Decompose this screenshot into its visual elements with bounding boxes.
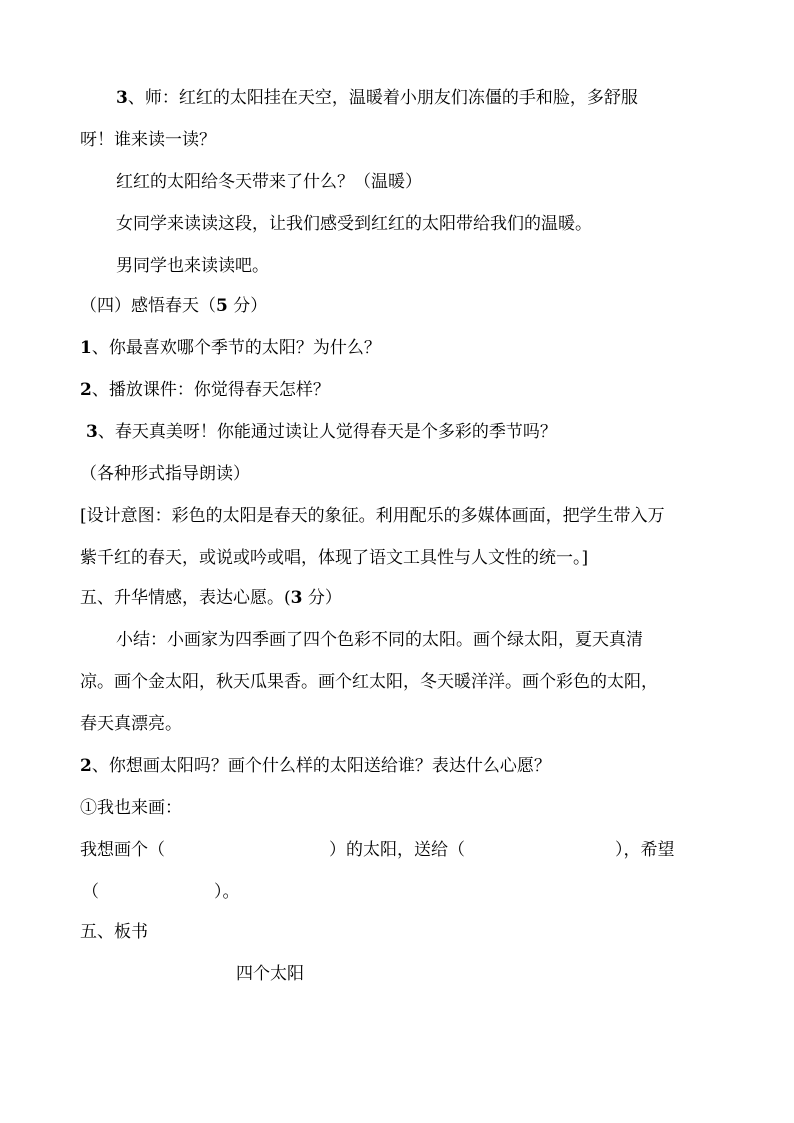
line-text: 、播放课件：你觉得春天怎样？ bbox=[91, 380, 330, 400]
line-tail: 分） bbox=[302, 588, 342, 608]
line-10 bbox=[80, 462, 250, 486]
line-8 bbox=[80, 378, 330, 402]
line-text: 四个太阳 bbox=[236, 964, 304, 984]
line-4 bbox=[116, 212, 592, 236]
fill-blank-line bbox=[80, 838, 675, 862]
item-number: 2 bbox=[80, 380, 92, 400]
line-text: 、师：红红的太阳挂在天空，温暖着小朋友们冻僵的手和脸，多舒服 bbox=[127, 88, 638, 108]
line-text: 五、板书 bbox=[80, 922, 148, 942]
line-text-2: ）的太阳，送给（ bbox=[329, 840, 465, 860]
line-tail: 分） bbox=[227, 296, 268, 316]
line-17 bbox=[80, 754, 551, 778]
line-text: 、春天真美呀！你能通过读让人觉得春天是个多彩的季节吗？ bbox=[97, 422, 557, 442]
line-text-3: ），希望 bbox=[615, 840, 675, 860]
line-3 bbox=[116, 170, 422, 194]
line-text: 小结：小画家为四季画了四个色彩不同的太阳。画个绿太阳，夏天真清 bbox=[116, 630, 643, 650]
item-number: 3 bbox=[116, 88, 128, 108]
line-text: 呀！谁来读一读？ bbox=[80, 130, 216, 150]
line-9 bbox=[86, 420, 557, 444]
line-text: 男同学也来读读吧。 bbox=[116, 256, 269, 276]
line-18 bbox=[80, 796, 182, 820]
line-text: 女同学来读读这段，让我们感受到红红的太阳带给我们的温暖。 bbox=[116, 214, 592, 234]
line-5 bbox=[116, 254, 269, 278]
line-text: 凉。画个金太阳，秋天瓜果香。画个红太阳，冬天暖洋洋。画个彩色的太阳， bbox=[80, 672, 658, 692]
item-number: 3 bbox=[86, 422, 98, 442]
line-text: 春天真漂亮。 bbox=[80, 714, 182, 734]
score-number: 3 bbox=[290, 588, 303, 608]
summary-line-3 bbox=[80, 712, 182, 736]
fill-blank-line-2 bbox=[82, 880, 240, 904]
line-text: （ bbox=[82, 882, 99, 902]
summary-line-1 bbox=[116, 628, 643, 652]
design-intent-line-1 bbox=[80, 504, 665, 528]
line-text: 红红的太阳给冬天带来了什么？（温暖） bbox=[116, 172, 422, 192]
design-intent-line-2 bbox=[80, 546, 588, 570]
line-text: 、你最喜欢哪个季节的太阳？为什么？ bbox=[91, 338, 381, 358]
line-text: 我想画个（ bbox=[80, 840, 165, 860]
section-heading-5 bbox=[80, 586, 342, 610]
line-tail: ）。 bbox=[214, 882, 240, 902]
board-title bbox=[236, 962, 304, 986]
line-text: [设计意图：彩色的太阳是春天的象征。利用配乐的多媒体画面，把学生带入万 bbox=[80, 506, 665, 526]
section-heading-board bbox=[80, 920, 148, 944]
line-2 bbox=[80, 128, 216, 152]
score-number: 5 bbox=[216, 296, 228, 316]
line-text: ①我也来画： bbox=[80, 798, 182, 818]
line-7 bbox=[80, 336, 381, 360]
line-1 bbox=[116, 86, 638, 110]
summary-line-2 bbox=[80, 670, 658, 694]
item-number: 2 bbox=[80, 756, 92, 776]
line-text: （四）感悟春天（ bbox=[80, 296, 216, 316]
line-text: 紫千红的春天，或说或吟或唱，体现了语文工具性与人文性的统一。] bbox=[80, 548, 589, 568]
line-text: 五、升华情感，表达心愿。( bbox=[80, 588, 291, 608]
line-text: （各种形式指导朗读） bbox=[80, 464, 250, 484]
item-number: 1 bbox=[80, 338, 92, 358]
line-text: 、你想画太阳吗？画个什么样的太阳送给谁？表达什么心愿？ bbox=[91, 756, 551, 776]
section-heading-4 bbox=[80, 294, 267, 318]
